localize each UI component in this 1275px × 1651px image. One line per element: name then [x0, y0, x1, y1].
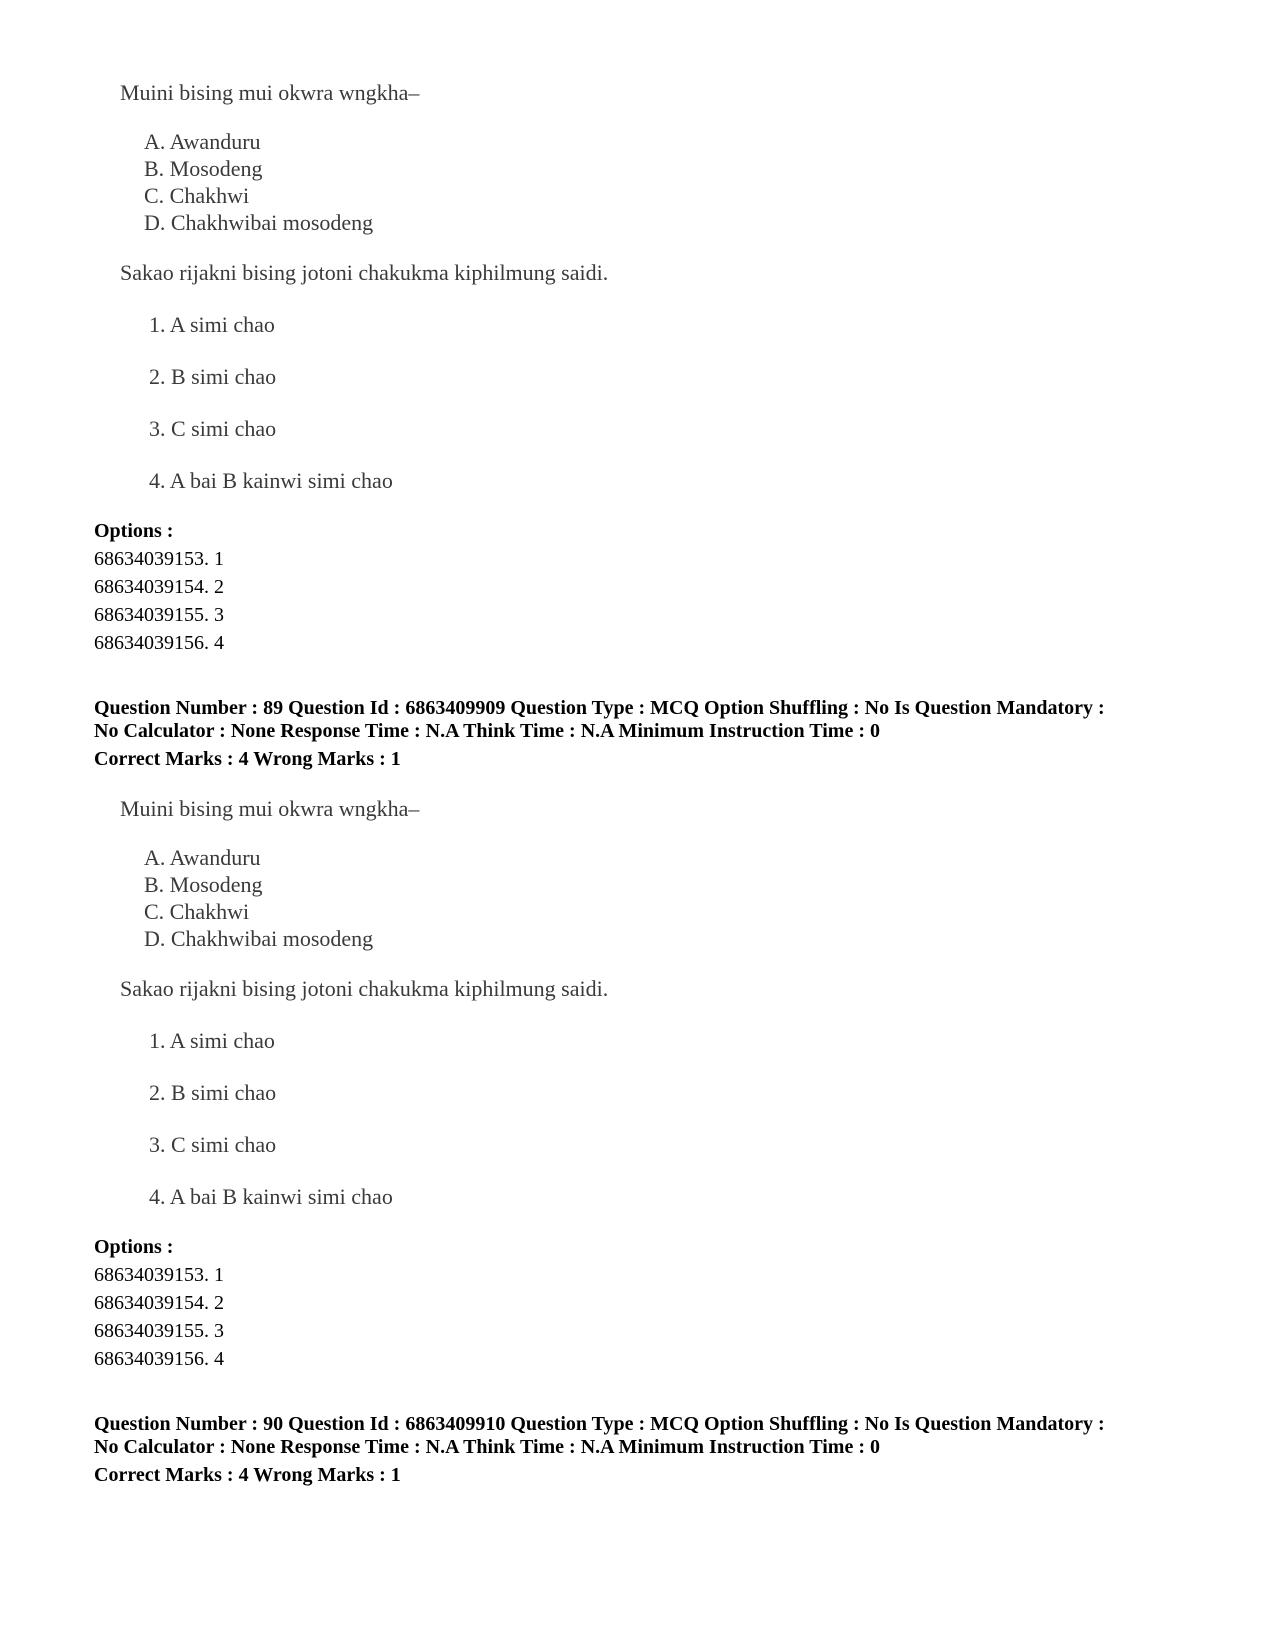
- question-image: [100, 80, 720, 500]
- question-stem: Muini bising mui okwra wngkha–: [120, 80, 420, 105]
- choice-item: A. Awanduru: [144, 845, 261, 870]
- choice-item: C. Chakhwi: [144, 183, 250, 208]
- question-meta: No Calculator : None Response Time : N.A Think Time : N.A Minimum Instruction Time : 0: [94, 1436, 880, 1458]
- question-instruction: Sakao rijakni bising jotoni chakukma kiphilmung saidi.: [120, 260, 609, 285]
- question-meta: Question Number : 90 Question Id : 6863409910 Question Type : MCQ Option Shuffling : No Is Question Mandatory :: [94, 1413, 1105, 1435]
- options-label: Options :: [94, 1236, 174, 1258]
- option-item: 68634039155. 3: [94, 1320, 224, 1342]
- option-item: 68634039154. 2: [94, 576, 224, 598]
- answer-item: 2. B simi chao: [149, 1080, 277, 1105]
- option-item: 68634039153. 1: [94, 1264, 224, 1286]
- answer-item: 1. A simi chao: [149, 1028, 275, 1053]
- options-label: Options :: [94, 520, 174, 542]
- answer-item: 3. C simi chao: [149, 416, 277, 441]
- question-instruction: Sakao rijakni bising jotoni chakukma kiphilmung saidi.: [120, 976, 609, 1001]
- option-item: 68634039154. 2: [94, 1292, 224, 1314]
- question-meta: No Calculator : None Response Time : N.A Think Time : N.A Minimum Instruction Time : 0: [94, 720, 880, 742]
- choice-item: D. Chakhwibai mosodeng: [144, 210, 374, 235]
- question-marks: Correct Marks : 4 Wrong Marks : 1: [94, 1464, 401, 1486]
- choice-item: D. Chakhwibai mosodeng: [144, 926, 374, 951]
- answer-item: 3. C simi chao: [149, 1132, 277, 1157]
- answer-item: 4. A bai B kainwi simi chao: [149, 1184, 393, 1209]
- choice-item: B. Mosodeng: [144, 872, 263, 897]
- question-image: [100, 796, 720, 1216]
- option-item: 68634039156. 4: [94, 1348, 224, 1370]
- choice-item: C. Chakhwi: [144, 899, 250, 924]
- question-marks: Correct Marks : 4 Wrong Marks : 1: [94, 748, 401, 770]
- answer-item: 2. B simi chao: [149, 364, 277, 389]
- option-item: 68634039155. 3: [94, 604, 224, 626]
- choice-item: A. Awanduru: [144, 129, 261, 154]
- question-meta: Question Number : 89 Question Id : 6863409909 Question Type : MCQ Option Shuffling : No Is Question Mandatory :: [94, 697, 1105, 719]
- answer-item: 1. A simi chao: [149, 312, 275, 337]
- option-item: 68634039153. 1: [94, 548, 224, 570]
- option-item: 68634039156. 4: [94, 632, 224, 654]
- choice-item: B. Mosodeng: [144, 156, 263, 181]
- answer-item: 4. A bai B kainwi simi chao: [149, 468, 393, 493]
- question-stem: Muini bising mui okwra wngkha–: [120, 796, 420, 821]
